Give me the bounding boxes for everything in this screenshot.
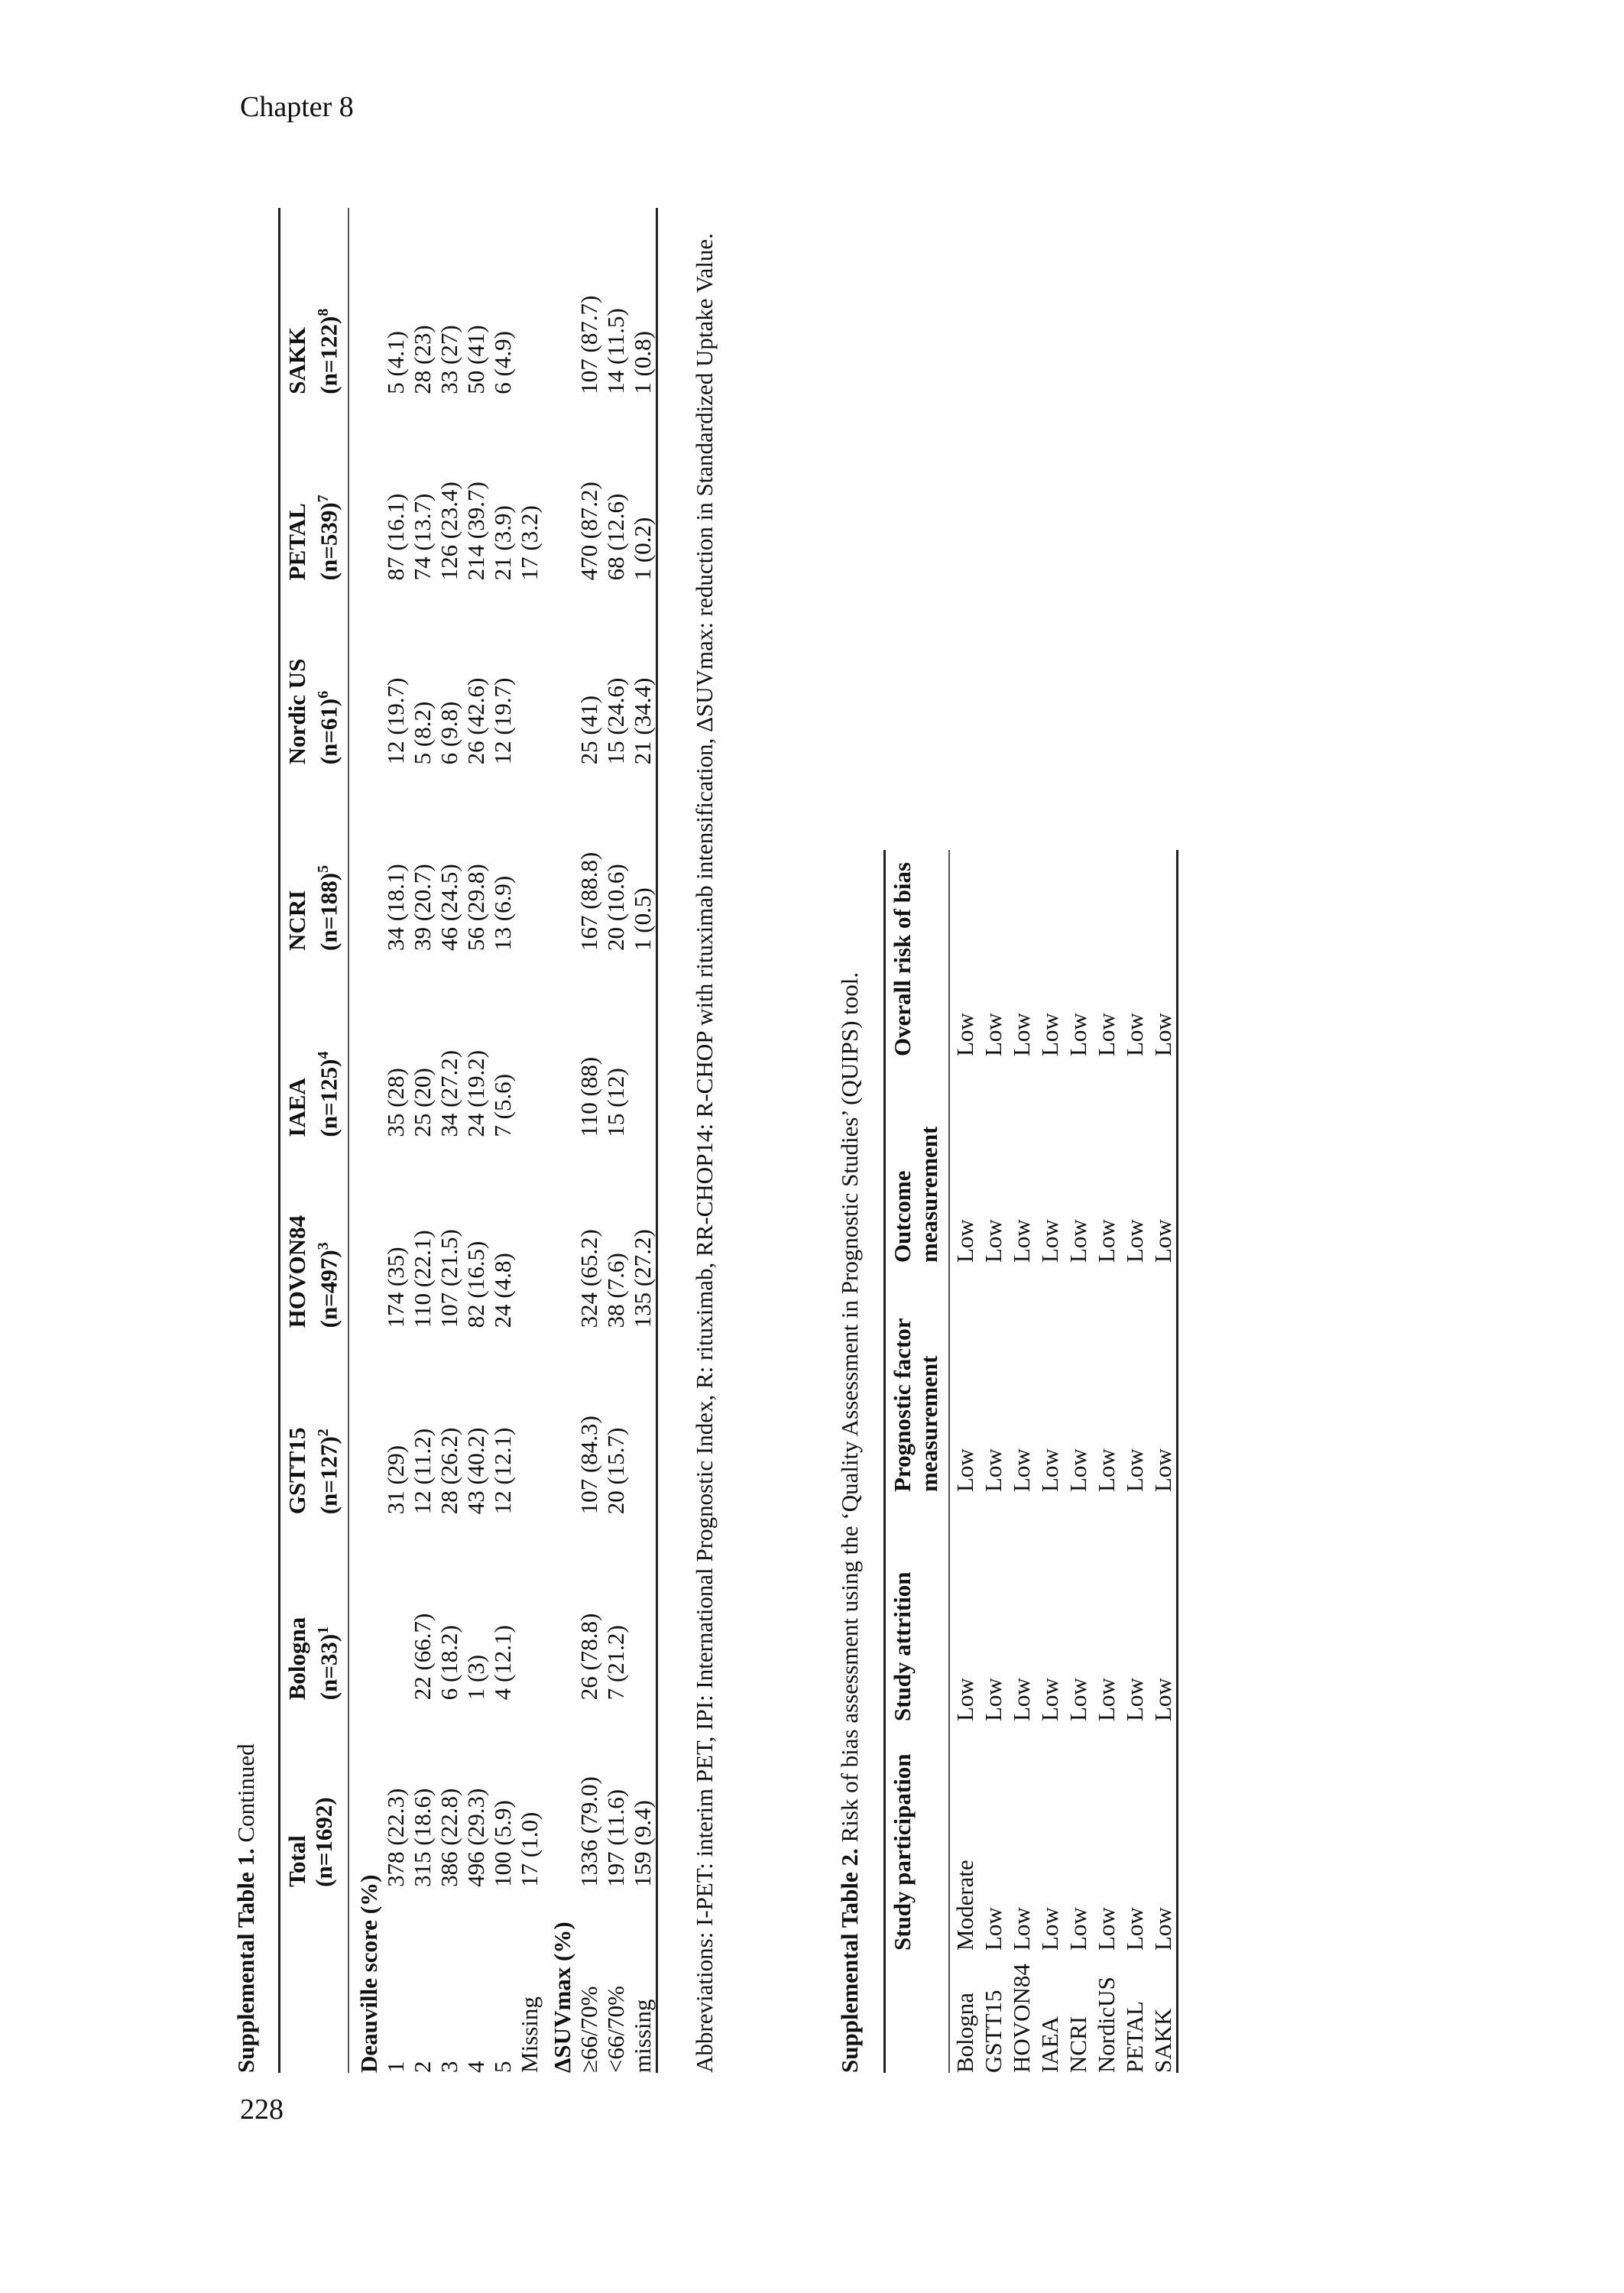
table-cell: Low (1121, 1678, 1148, 1721)
table-cell: 1 (0.8) (629, 331, 656, 394)
table-cell: Low (1149, 1678, 1176, 1721)
table-cell (629, 951, 657, 1137)
table-row (1035, 850, 1063, 2073)
table-cell: 7 (5.6) (489, 1073, 517, 1137)
table-cell: 110 (22.1) (409, 1230, 436, 1328)
table-cell: 26 (42.6) (462, 677, 490, 765)
table1 (278, 208, 658, 2073)
column-count (310, 394, 342, 581)
table-cell: 5 (4.1) (382, 331, 410, 394)
table-cell: 87 (16.1) (382, 493, 410, 581)
column-n: (n=539) (315, 502, 342, 581)
table-cell: 100 (5.9) (489, 1800, 517, 1887)
column-n: (n=61) (315, 698, 342, 765)
table-cell: 17 (1.0) (516, 1811, 543, 1887)
table-cell (516, 1514, 543, 1700)
table-cell: 159 (9.4) (629, 1800, 656, 1887)
section-title: ΔSUVmax (%) (549, 1922, 576, 2073)
table-cell: 197 (11.6) (602, 1789, 630, 1887)
column-n: (n=125) (315, 1059, 342, 1137)
table-cell: 315 (18.6) (409, 1788, 436, 1887)
column-count (310, 580, 342, 764)
table-cell: 74 (13.7) (409, 493, 436, 581)
table-cell: 12 (19.7) (382, 677, 410, 765)
table-cell: 1336 (79.0) (575, 1776, 603, 1887)
column-n: (n=188) (315, 872, 342, 951)
row-label: PETAL (1121, 2001, 1148, 2073)
table-cell: 110 (88) (575, 1056, 603, 1137)
column-name: SAKK (284, 326, 310, 394)
column-name: IAEA (284, 1078, 310, 1137)
table-cell: 174 (35) (382, 1247, 410, 1328)
column-name: Total (284, 1835, 310, 1887)
table-cell: 22 (66.7) (409, 1613, 436, 1701)
table-cell: 13 (6.9) (489, 875, 517, 951)
table-cell: 496 (29.3) (462, 1788, 490, 1887)
table-cell: Low (1093, 1219, 1120, 1263)
table-cell: 15 (12) (602, 1068, 630, 1137)
table-cell: 28 (26.2) (436, 1427, 463, 1515)
table-cell: 31 (29) (382, 1445, 410, 1515)
table-cell: Low (1121, 1448, 1148, 1492)
table-cell: Low (951, 1448, 978, 1492)
row-label: <66/70% (602, 1986, 630, 2073)
table-cell: 68 (12.6) (602, 493, 630, 581)
section-row (348, 208, 382, 2073)
table-row (1063, 850, 1091, 2073)
row-label: ≥66/70% (575, 1986, 603, 2073)
column-name: NCRI (284, 890, 310, 951)
table-cell: 82 (16.5) (462, 1241, 490, 1328)
row-label: 2 (409, 2061, 436, 2073)
table-cell: Low (980, 1013, 1006, 1056)
table-cell: 46 (24.5) (436, 864, 463, 951)
row-label: 1 (382, 2061, 410, 2073)
table-cell: 35 (28) (382, 1068, 410, 1137)
table-row (602, 208, 629, 2073)
table-row (1148, 850, 1178, 2073)
table-cell (516, 1137, 543, 1328)
table1-header (280, 208, 349, 2073)
table-cell (516, 580, 543, 764)
table-cell: Low (1065, 1219, 1091, 1263)
table-cell: Low (980, 1678, 1006, 1721)
table-cell: 6 (18.2) (436, 1625, 463, 1701)
table-cell: 33 (27) (436, 325, 463, 394)
column-name: HOVON84 (284, 1215, 310, 1328)
table-row (949, 850, 978, 2073)
table-cell: 43 (40.2) (462, 1427, 490, 1515)
table-cell: 107 (21.5) (436, 1229, 463, 1328)
table-cell: 324 (65.2) (575, 1229, 603, 1328)
table-cell: Moderate (951, 1860, 978, 1951)
table-cell: 4 (12.1) (489, 1625, 517, 1701)
table2 (883, 850, 1178, 2073)
row-label: Missing (516, 1996, 543, 2073)
table-cell: Low (1121, 1219, 1148, 1263)
table-cell: 24 (19.2) (462, 1049, 490, 1137)
table-cell: 39 (20.7) (409, 864, 436, 951)
table-cell: Low (1093, 1013, 1120, 1056)
table-row (978, 850, 1006, 2073)
table-cell: 378 (22.3) (382, 1788, 410, 1887)
table-cell (382, 1514, 409, 1700)
table1-body (348, 208, 657, 2073)
column-name: Bologna (284, 1617, 310, 1701)
table1-column-header (280, 1514, 349, 1700)
table-cell: 12 (12.1) (489, 1427, 517, 1515)
column-reference: 7 (315, 495, 332, 503)
table-row (516, 208, 543, 2073)
table-row (1120, 850, 1148, 2073)
table1-caption (232, 208, 260, 2073)
table-cell: 12 (19.7) (489, 677, 517, 765)
chapter-heading: Chapter 8 (240, 91, 354, 123)
table1-caption-label: Supplemental Table 1. (232, 1848, 259, 2073)
table-row (629, 208, 657, 2073)
table-cell: 12 (11.2) (409, 1428, 436, 1515)
table-row (575, 208, 602, 2073)
column-count (310, 764, 342, 951)
table2-corner-cell (885, 1951, 950, 2073)
table-cell: 14 (11.5) (602, 308, 630, 394)
row-label: GSTT15 (980, 1990, 1006, 2073)
table-cell: Low (1149, 1013, 1176, 1056)
column-n: (n=33) (315, 1633, 342, 1701)
table-cell: 7 (21.2) (602, 1625, 630, 1701)
table-cell: 5 (8.2) (409, 701, 436, 765)
table-cell: 470 (87.2) (575, 482, 603, 581)
table-cell: Low (1036, 1907, 1063, 1951)
abbreviations-note: Abbreviations: I-PET: interim PET, IPI: International Prognostic Index, R: rituximab, RR-CHOP14: R-CHOP with rituximab intensification, ΔSUVmax: reduction in Standardized Uptake Value. (691, 232, 718, 2073)
table1-column-header (280, 1137, 349, 1328)
table-cell: 21 (34.4) (629, 677, 656, 765)
column-name: PETAL (284, 503, 310, 581)
table-row (489, 208, 516, 2073)
table-cell: 26 (78.8) (575, 1613, 603, 1701)
row-label: missing (629, 1999, 656, 2073)
table-cell (516, 764, 543, 951)
section-row (543, 208, 575, 2073)
table1-column-header (280, 764, 349, 951)
column-n: (n=497) (315, 1250, 342, 1328)
table-row (409, 208, 436, 2073)
table-cell: 126 (23.4) (436, 482, 463, 581)
row-label: Bologna (951, 1992, 978, 2073)
table2-column-header: Outcome measurement (885, 1056, 950, 1263)
row-label: 3 (436, 2061, 463, 2073)
table-cell: 107 (87.7) (575, 295, 603, 394)
table-cell: 38 (7.6) (602, 1253, 630, 1328)
table-cell: 6 (4.9) (489, 331, 517, 394)
table-cell: Low (1093, 1678, 1120, 1721)
table-cell: Low (1093, 1907, 1120, 1951)
table-cell (516, 951, 543, 1137)
column-count (310, 951, 342, 1137)
table-cell: 135 (27.2) (629, 1229, 656, 1328)
table-cell: Low (1036, 1013, 1063, 1056)
table-cell: Low (1149, 1448, 1176, 1492)
row-label: NordicUS (1093, 1977, 1120, 2073)
table-row (1091, 850, 1120, 2073)
table-cell: 17 (3.2) (516, 505, 543, 581)
table2-column-header: Study participation (885, 1721, 950, 1951)
table-cell: Low (980, 1219, 1006, 1263)
row-label: HOVON84 (1008, 1964, 1035, 2073)
table-cell: Low (1093, 1448, 1120, 1492)
table1-column-header (280, 1328, 349, 1514)
column-reference: 4 (315, 1051, 332, 1059)
table1-corner-cell (280, 1887, 349, 2073)
row-label: NCRI (1065, 2016, 1091, 2073)
table-cell: 386 (22.8) (436, 1788, 463, 1887)
table-cell: Low (1121, 1013, 1148, 1056)
table-cell: 1 (3) (462, 1654, 490, 1701)
table-cell (629, 1328, 657, 1514)
column-reference: 2 (315, 1429, 332, 1437)
table-cell: Low (1065, 1013, 1091, 1056)
table-cell: Low (1149, 1907, 1176, 1951)
table-cell: 34 (18.1) (382, 864, 410, 951)
table1-column-header (280, 394, 349, 581)
table-cell: 1 (0.5) (629, 887, 656, 951)
column-count (310, 1328, 342, 1514)
table2-caption (836, 972, 864, 2073)
table-cell: 24 (4.8) (489, 1253, 517, 1328)
table1-caption-text: Continued (232, 1743, 259, 1849)
table-cell: 50 (41) (462, 325, 490, 394)
column-name: GSTT15 (284, 1427, 310, 1515)
table-cell: Low (1149, 1219, 1176, 1263)
table-cell: 25 (41) (575, 695, 603, 765)
table-row (382, 208, 409, 2073)
table-cell: Low (1008, 1448, 1035, 1492)
table-cell: Low (951, 1678, 978, 1721)
page-number: 228 (240, 2094, 284, 2126)
table-row (1006, 850, 1035, 2073)
table-cell: 107 (84.3) (575, 1416, 603, 1515)
table-cell: 20 (15.7) (602, 1427, 630, 1515)
column-reference: 1 (315, 1626, 332, 1634)
table-cell: 56 (29.8) (462, 864, 490, 951)
table-cell: 15 (24.6) (602, 677, 630, 765)
table-cell: Low (980, 1907, 1006, 1951)
column-name: Nordic US (284, 658, 310, 765)
table-cell: Low (951, 1219, 978, 1263)
table2-column-header: Study attrition (885, 1492, 950, 1721)
table-cell: Low (1065, 1448, 1091, 1492)
table-cell: 6 (9.8) (436, 701, 463, 765)
table-cell: Low (1008, 1013, 1035, 1056)
row-label: 5 (489, 2061, 517, 2073)
table2-body (949, 850, 1178, 2073)
table-cell: 34 (27.2) (436, 1049, 463, 1137)
table-cell: Low (1008, 1678, 1035, 1721)
column-reference: 8 (315, 308, 332, 316)
table-cell: 214 (39.7) (462, 482, 490, 581)
table1-column-header (280, 580, 349, 764)
column-n: (n=122) (315, 316, 342, 394)
table-cell: Low (980, 1448, 1006, 1492)
column-n: (n=1692) (310, 1797, 337, 1887)
table-cell (516, 1328, 543, 1514)
table1-column-header (280, 1700, 349, 1887)
column-count (310, 1137, 342, 1328)
column-count (310, 1514, 342, 1700)
table2-caption-text: Risk of bias assessment using the ‘Quality Assessment in Prognostic Studies’ (QUIPS) tool. (836, 971, 863, 1849)
column-reference: 3 (315, 1242, 332, 1250)
table2-header (885, 850, 950, 2073)
table-cell: Low (1121, 1907, 1148, 1951)
table-row (436, 208, 462, 2073)
table-cell: 25 (20) (409, 1068, 436, 1137)
table1-column-header (280, 208, 349, 394)
table1-column-header (280, 951, 349, 1137)
table-cell: Low (1008, 1219, 1035, 1263)
table-cell: 20 (10.6) (602, 864, 630, 951)
table-cell: 1 (0.2) (629, 517, 656, 581)
table-row (462, 208, 489, 2073)
table-cell: Low (1036, 1219, 1063, 1263)
row-label: IAEA (1036, 2016, 1063, 2073)
row-label: 4 (462, 2061, 490, 2073)
table-cell: Low (1036, 1678, 1063, 1721)
column-n: (n=127) (315, 1436, 342, 1515)
table-cell: Low (951, 1013, 978, 1056)
table-cell: 167 (88.8) (575, 851, 603, 951)
column-count (310, 208, 342, 394)
column-count (310, 1700, 337, 1887)
table-cell: Low (1065, 1907, 1091, 1951)
table2-column-header: Prognostic factor measurement (885, 1263, 950, 1492)
table-cell (516, 208, 543, 394)
column-reference: 5 (315, 864, 332, 873)
table-cell: Low (1036, 1448, 1063, 1492)
table2-caption-label: Supplemental Table 2. (836, 1848, 863, 2073)
table-cell: 21 (3.9) (489, 505, 517, 581)
section-title: Deauville score (%) (355, 1874, 383, 2073)
table-cell: Low (1065, 1678, 1091, 1721)
row-label: SAKK (1149, 2008, 1176, 2073)
table-cell: 28 (23) (409, 325, 436, 394)
table2-column-header: Overall risk of bias (885, 850, 950, 1056)
column-reference: 6 (315, 690, 332, 699)
table-cell: Low (1008, 1907, 1035, 1951)
table-cell (629, 1514, 657, 1700)
rotated-content (232, 208, 1379, 2073)
